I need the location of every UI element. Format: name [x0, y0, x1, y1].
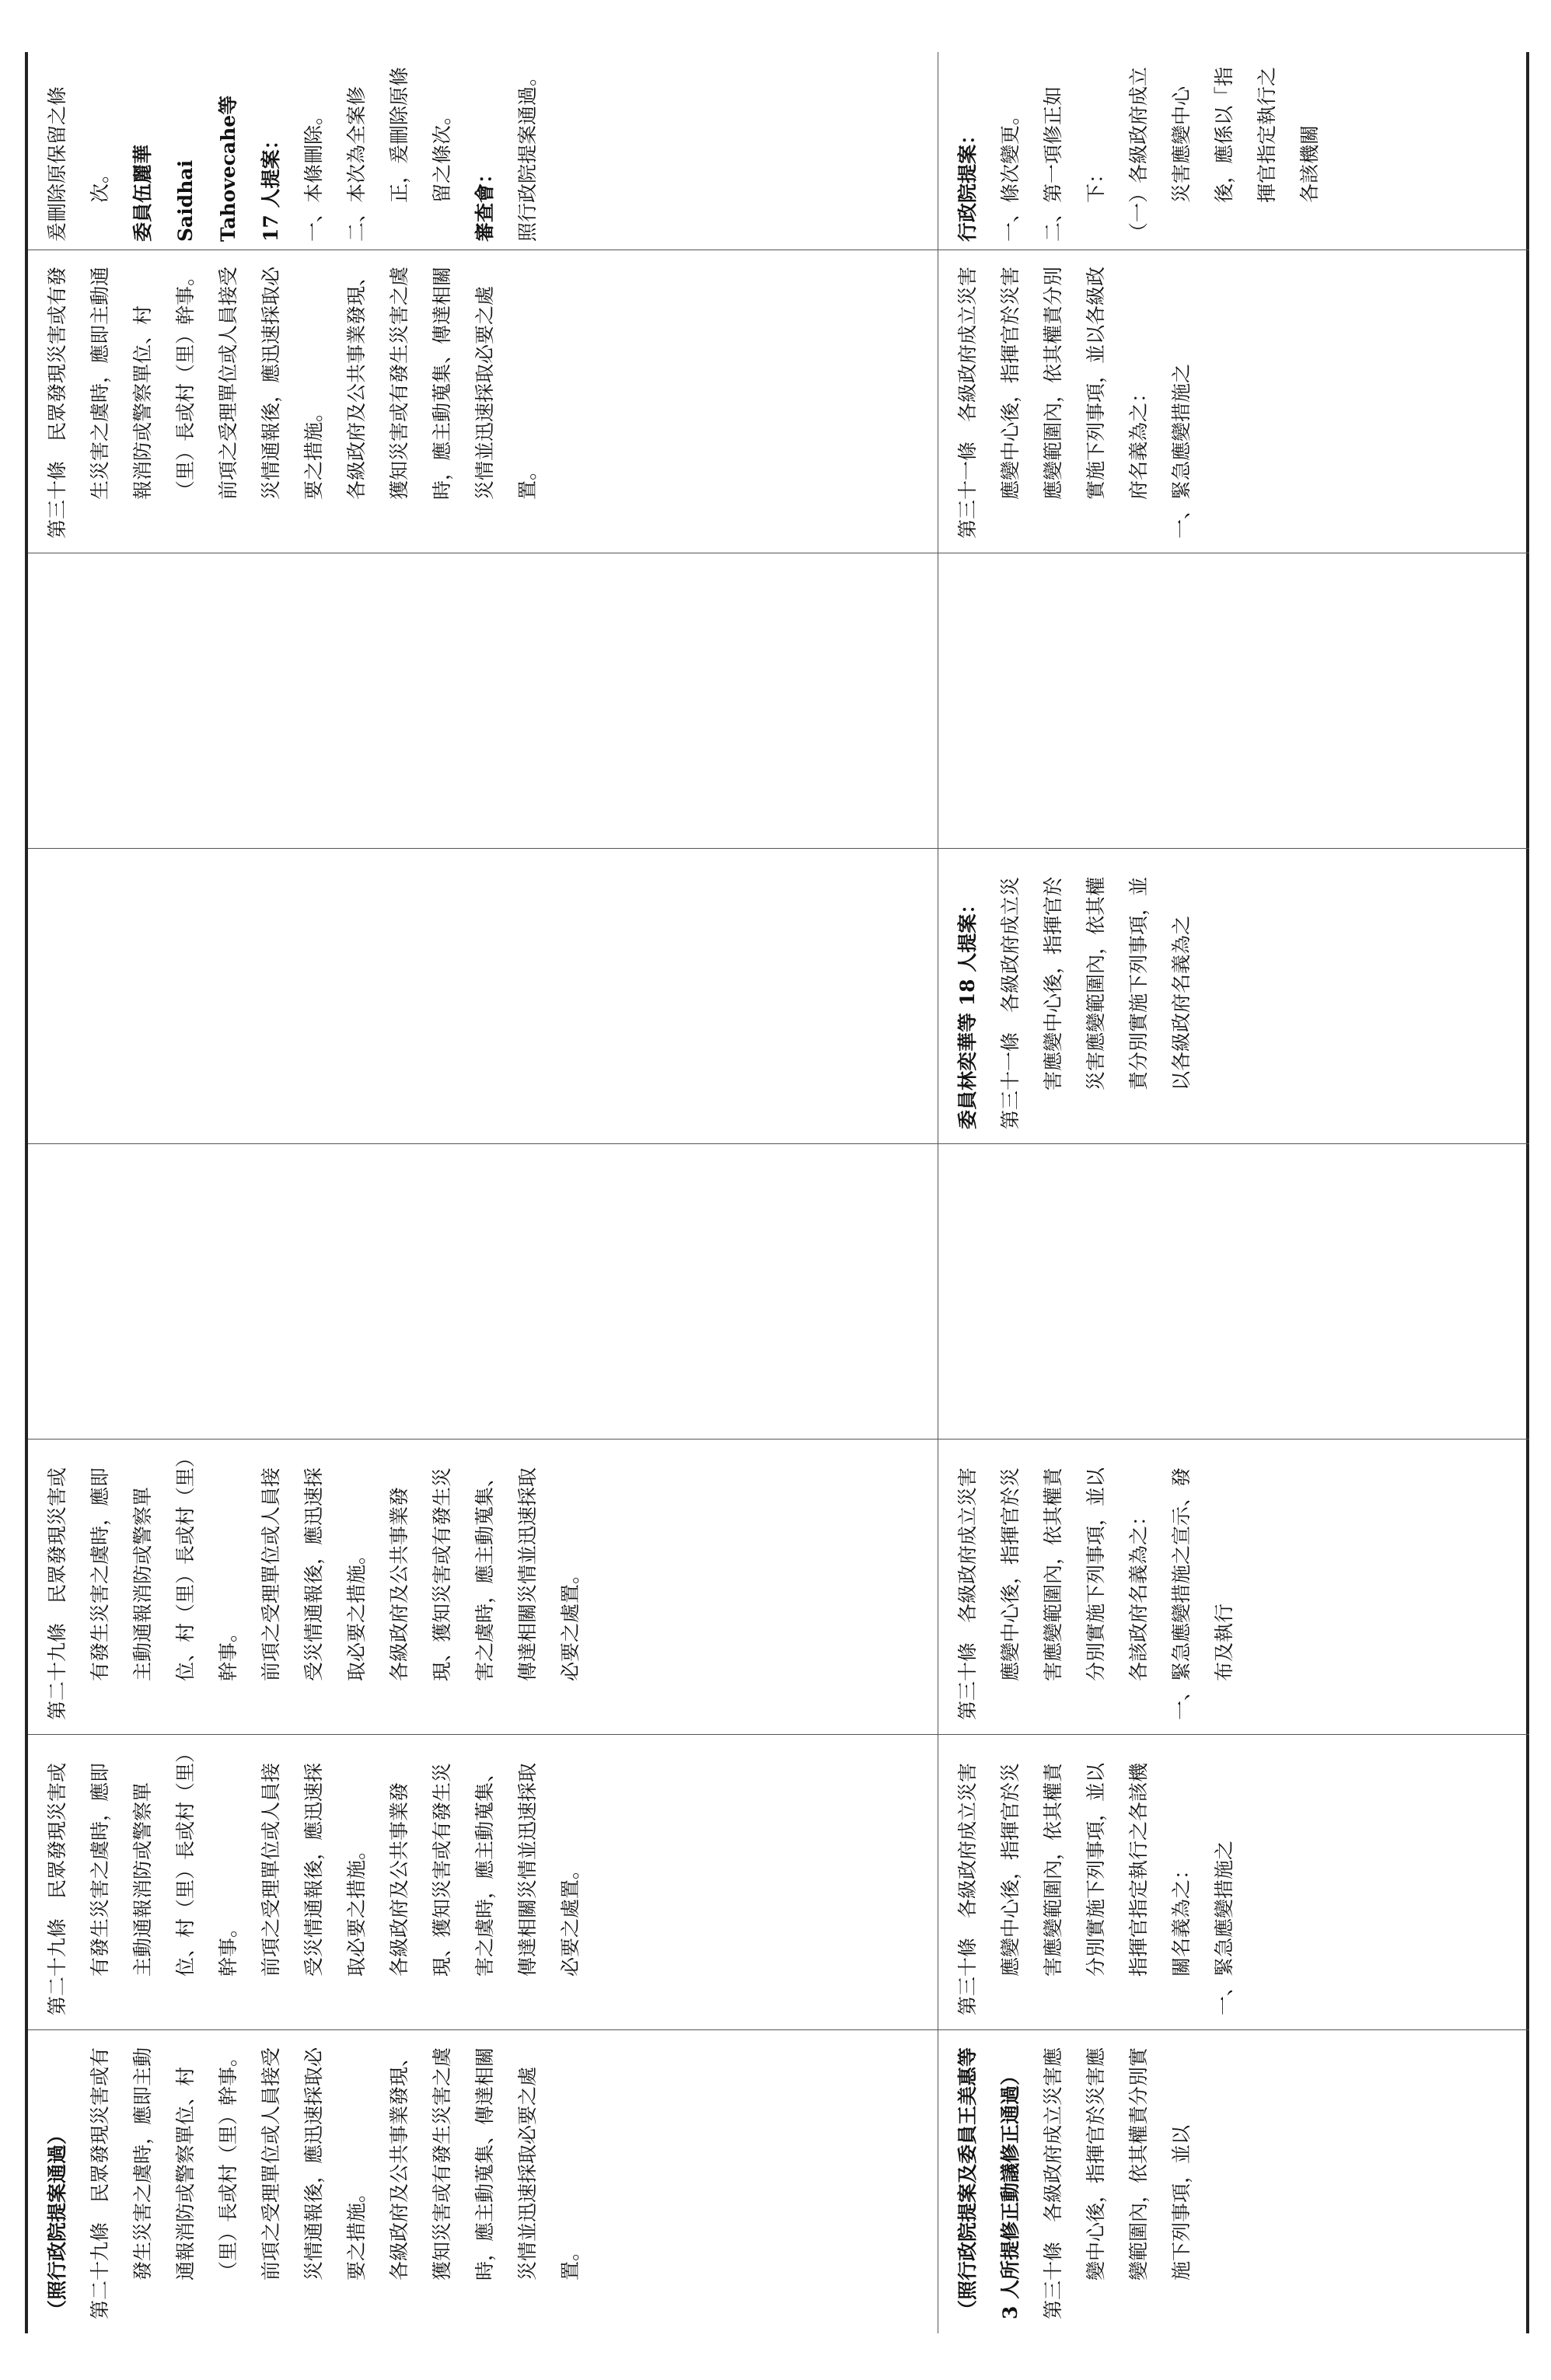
cell-proposal	[28, 250, 938, 553]
article-text: 各級政府及公共事業發現、獲知災害或有發生災害之虞時，應主動蒐集、傳達相關災情並迅速採取必要之處置。	[388, 1467, 582, 1681]
article-text: 各級政府及公共事業發現、獲知災害或有發生災害之虞時，應主動蒐集、傳達相關災情並迅速採取必要之處置。	[345, 266, 539, 500]
proposer-heading: 行政院提案：	[956, 124, 979, 242]
resolution-title: （照行政院提案及委員王美惠等 3 人所提修正動議修正通過）	[956, 2047, 1022, 2319]
cell-explanation	[938, 52, 1529, 250]
cell-proposal	[938, 849, 1529, 1144]
explanation-item: 二、第一項修正如下：	[1042, 85, 1107, 242]
article-text: 第三十一條 各級政府成立災害應變中心後，指揮官於災害應變範圍內，依其權責分別實施下列事項，並以各級政府名義為之	[999, 876, 1193, 1129]
cell-proposal	[938, 1735, 1529, 2030]
comparison-table	[25, 52, 1529, 2333]
article-text: 前項之受理單位或人員接受災情通報後，應迅速採取必要之措施。	[260, 2047, 368, 2281]
table-row	[28, 52, 938, 2333]
cell-proposal	[938, 250, 1529, 553]
article-item: 一、緊急應變措施之宣示、發布及執行	[1170, 1467, 1235, 1720]
review-text: 照行政院提案通過。	[516, 66, 539, 242]
review-heading: 審查會：	[473, 163, 496, 242]
explanation-item: 一、條次變更。	[999, 105, 1022, 242]
cell-explanation	[28, 52, 938, 250]
cell-proposal	[28, 1440, 938, 1735]
cell-proposal	[28, 1735, 938, 2030]
article-text: 第二十九條 民眾發現災害或有發生災害之虞時，應即主動通報消防或警察單位、村（里）長或村（里）幹事。	[46, 1457, 239, 1720]
article-text: 各級政府及公共事業發現、獲知災害或有發生災害之虞時，應主動蒐集、傳達相關災情並迅速採取必要之處置。	[388, 1762, 582, 1977]
cell-empty	[28, 553, 938, 849]
explanation-item: 二、本次為全案修正，爰刪除原條留之條次。	[345, 66, 453, 242]
article-text: 前項之受理單位或人員接受災情通報後，應迅速採取必要之措施。	[260, 1762, 368, 1977]
article-text: 各級政府及公共事業發現、獲知災害或有發生災害之虞時，應主動蒐集、傳達相關災情並迅速採取必要之處置。	[388, 2047, 582, 2281]
article-text: 前項之受理單位或人員接受災情通報後，應迅速採取必要之措施。	[217, 266, 325, 500]
article-text: 第三十一條 各級政府成立災害應變中心後，指揮官於災害應變範圍內，依其權責分別實施下列事項，並以各級政府名義為之：	[956, 266, 1150, 539]
article-item: 一、緊急應變措施之	[1213, 1840, 1235, 2015]
article-text: 第三十條 各級政府成立災害應變中心後，指揮官於災害應變範圍內，依其權責分別實施下列事項，並以指揮官指定執行之各該機關名義為之：	[956, 1762, 1193, 2015]
explanation-item: 一、本條刪除。	[302, 105, 325, 242]
cell-empty	[938, 553, 1529, 849]
explanation-text: 爰刪除原保留之條次。	[46, 85, 111, 242]
article-item: 一、緊急應變措施之	[1170, 363, 1193, 539]
cell-empty	[28, 1144, 938, 1440]
cell-resolution	[28, 2030, 938, 2333]
article-text: 第三十條 民眾發現災害或有發生災害之虞時，應即主動通報消防或警察單位、村（里）長或村（里）幹事。	[46, 266, 197, 539]
proposer-heading: 委員伍麗華 Saidhai Tahovecahe等 17 人提案：	[131, 95, 282, 242]
cell-proposal	[938, 1440, 1529, 1735]
cell-empty	[28, 849, 938, 1144]
proposer-heading: 委員林奕華等 18 人提案：	[956, 894, 979, 1129]
cell-empty	[938, 1144, 1529, 1440]
explanation-item: （一）各級政府成立災害應變中心後，應係以「指揮官指定執行之各該機關	[1127, 66, 1321, 242]
article-text: 前項之受理單位或人員接受災情通報後，應迅速採取必要之措施。	[260, 1467, 368, 1681]
article-text: 第二十九條 民眾發現災害或有發生災害之虞時，應即主動通報消防或警察單位、村（里）長或村（里）幹事。	[46, 1753, 239, 2015]
resolution-title: （照行政院提案通過）	[46, 2124, 68, 2319]
table-row	[938, 52, 1529, 2333]
article-text: 第三十條 各級政府成立災害應變中心後，指揮官於災害應變範圍內，依其權責分別實施下列事項，並以	[1042, 2047, 1193, 2319]
cell-resolution	[938, 2030, 1529, 2333]
article-text: 第三十條 各級政府成立災害應變中心後，指揮官於災害應變範圍內，依其權責分別實施下列事項，並以各該政府名義為之：	[956, 1467, 1150, 1720]
article-text: 第二十九條 民眾發現災害或有發生災害之虞時，應即主動通報消防或警察單位、村（里）長或村（里）幹事。	[89, 2047, 239, 2319]
